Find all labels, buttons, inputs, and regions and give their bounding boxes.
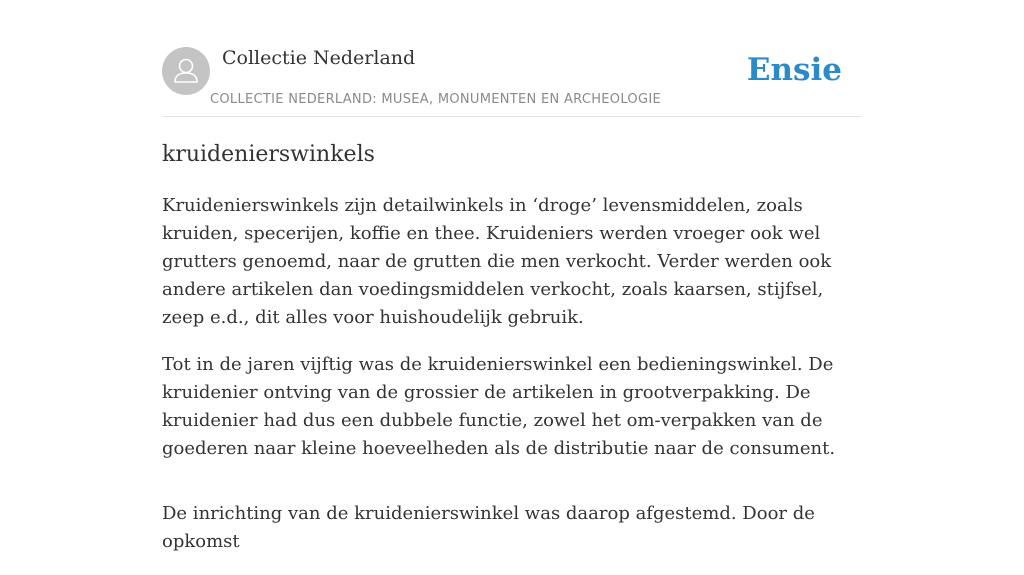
article-body bbox=[162, 192, 862, 575]
user-avatar-icon[interactable] bbox=[162, 47, 210, 95]
article-paragraph: De inrichting van de kruidenierswinkel was daarop afgestemd. Door de opkomst bbox=[162, 503, 815, 552]
article-paragraph: Tot in de jaren vijftig was de kruidenierswinkel een bedieningswinkel. De kruidenier ontving van de grossier de artikelen in grootverpakking. De kruidenier had dus een dubbele functie, zowel het om-verpakken van de goederen naar kleine hoeveelheden als de distributie naar de consument. bbox=[162, 354, 836, 459]
author-name-link[interactable]: Collectie Nederland bbox=[222, 47, 416, 69]
collection-name-link[interactable]: COLLECTIE NEDERLAND: MUSEA, MONUMENTEN EN ARCHEOLOGIE bbox=[210, 92, 661, 107]
article-header bbox=[162, 46, 862, 117]
article-paragraph: Kruidenierswinkels zijn detailwinkels in ‘droge’ levensmiddelen, zoals kruiden, specerijen, koffie en thee. Kruideniers werden vroeger ook wel grutters genoemd, naar de grutten die men verkocht. Verder werden ook andere artikelen dan voedingsmiddelen verkocht, zoals kaarsen, stijfsel, zeep e.d., dit alles voor huishoudelijk gebruik. bbox=[162, 195, 832, 328]
ensie-logo[interactable]: Ensie bbox=[746, 52, 842, 88]
article-title: kruidenierswinkels bbox=[162, 142, 375, 167]
